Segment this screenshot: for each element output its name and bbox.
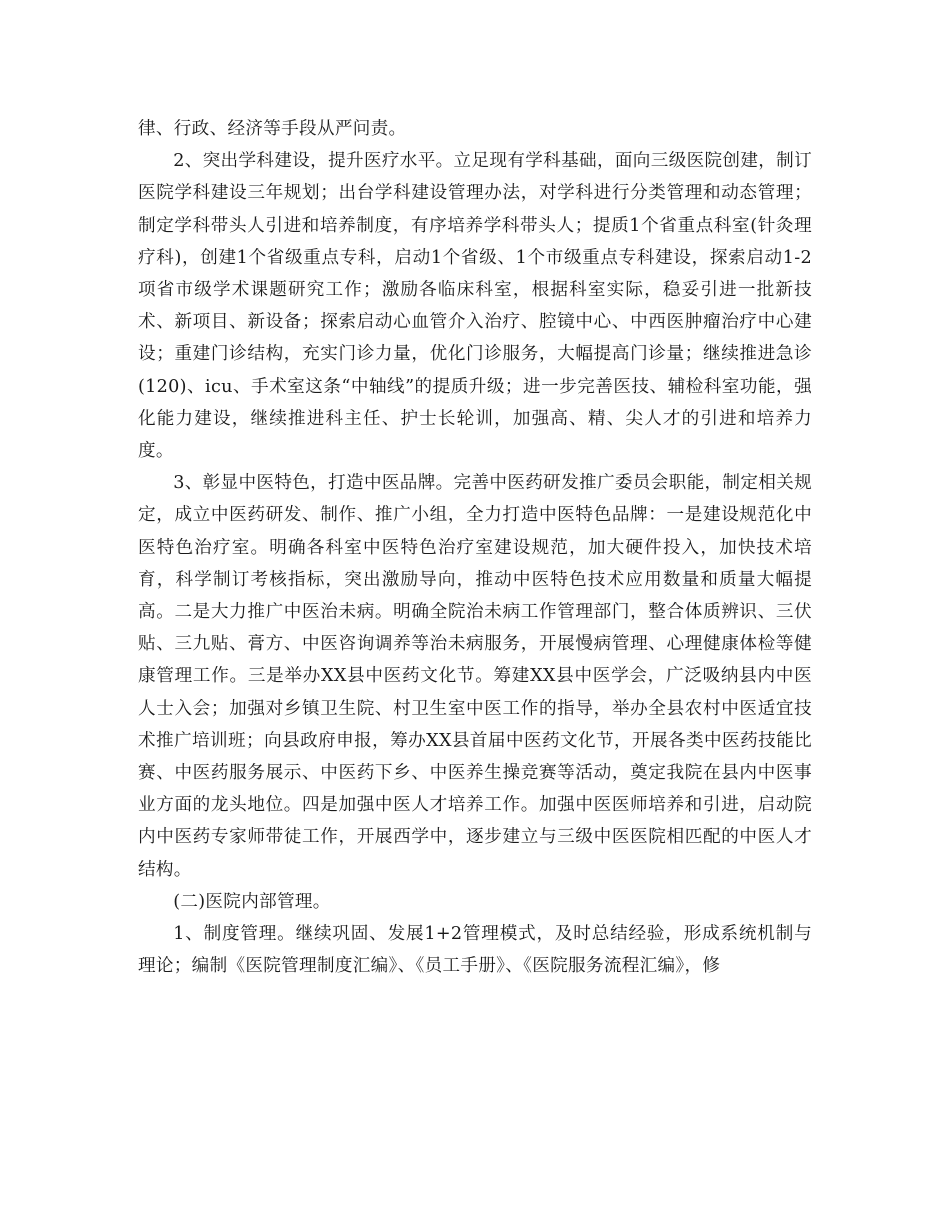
section-heading-internal-management: (二)医院内部管理。 [173, 891, 331, 912]
paragraph-tcm-characteristics: 3、彰显中医特色，打造中医品牌。完善中医药研发推广委员会职能，制定相关规定，成立中医药研发、制作、推广小组，全力打造中医特色品牌：一是建设规范化中医特色治疗室。明确各科室中医特色治疗室建设规范，加大硬件投入，加快技术培育，科学制订考核指标，突出激励导向，推动中医特色技术应用数量和质量大幅提高。二是大力推广中医治未病。明确全院治未病工作管理部门，整合体质辨识、三伏贴、三九贴、膏方、中医咨询调养等治未病服务，开展慢病管理、心理健康体检等健康管理工作。三是举办XX县中医药文化节。筹建XX县中医学会，广泛吸纳县内中医人士入会；加强对乡镇卫生院、村卫生室中医工作的指导，举办全县农村中医适宜技术推广培训班；向县政府申报，筹办XX县首届中医药文化节，开展各类中医药技能比赛、中医药服务展示、中医药下乡、中医养生操竞赛等活动，奠定我院在县内中医事业方面的龙头地位。四是加强中医人才培养工作。加强中医医师培养和引进，启动院内中医药专家师带徒工作，开展西学中，逐步建立与三级中医医院相匹配的中医人才结构。 [138, 473, 812, 880]
paragraph-continuation: 律、行政、经济等手段从严问责。 [138, 119, 407, 139]
paragraph-system-management: 1、制度管理。继续巩固、发展1+2管理模式，及时总结经验，形成系统机制与理论；编制《医院管理制度汇编》、《员工手册》、《医院服务流程汇编》，修 [138, 924, 812, 977]
paragraph-discipline-construction: 2、突出学科建设，提升医疗水平。立足现有学科基础，面向三级医院创建，制订医院学科建设三年规划；出台学科建设管理办法，对学科进行分类管理和动态管理；制定学科带头人引进和培养制度，有序培养学科带头人；提质1个省重点科室(针灸理疗科)，创建1个省级重点专科，启动1个省级、1个市级重点专科建设，探索启动1-2项省市级学术课题研究工作；激励各临床科室，根据科室实际，稳妥引进一批新技术、新项目、新设备；探索启动心血管介入治疗、腔镜中心、中西医肿瘤治疗中心建设；重建门诊结构，充实门诊力量，优化门诊服务，大幅提高门诊量；继续推进急诊(120)、icu、手术室这条“中轴线”的提质升级；进一步完善医技、辅检科室功能，强化能力建设，继续推进科主任、护士长轮训，加强高、精、尖人才的引进和培养力度。 [138, 151, 812, 462]
document-body [138, 113, 812, 982]
